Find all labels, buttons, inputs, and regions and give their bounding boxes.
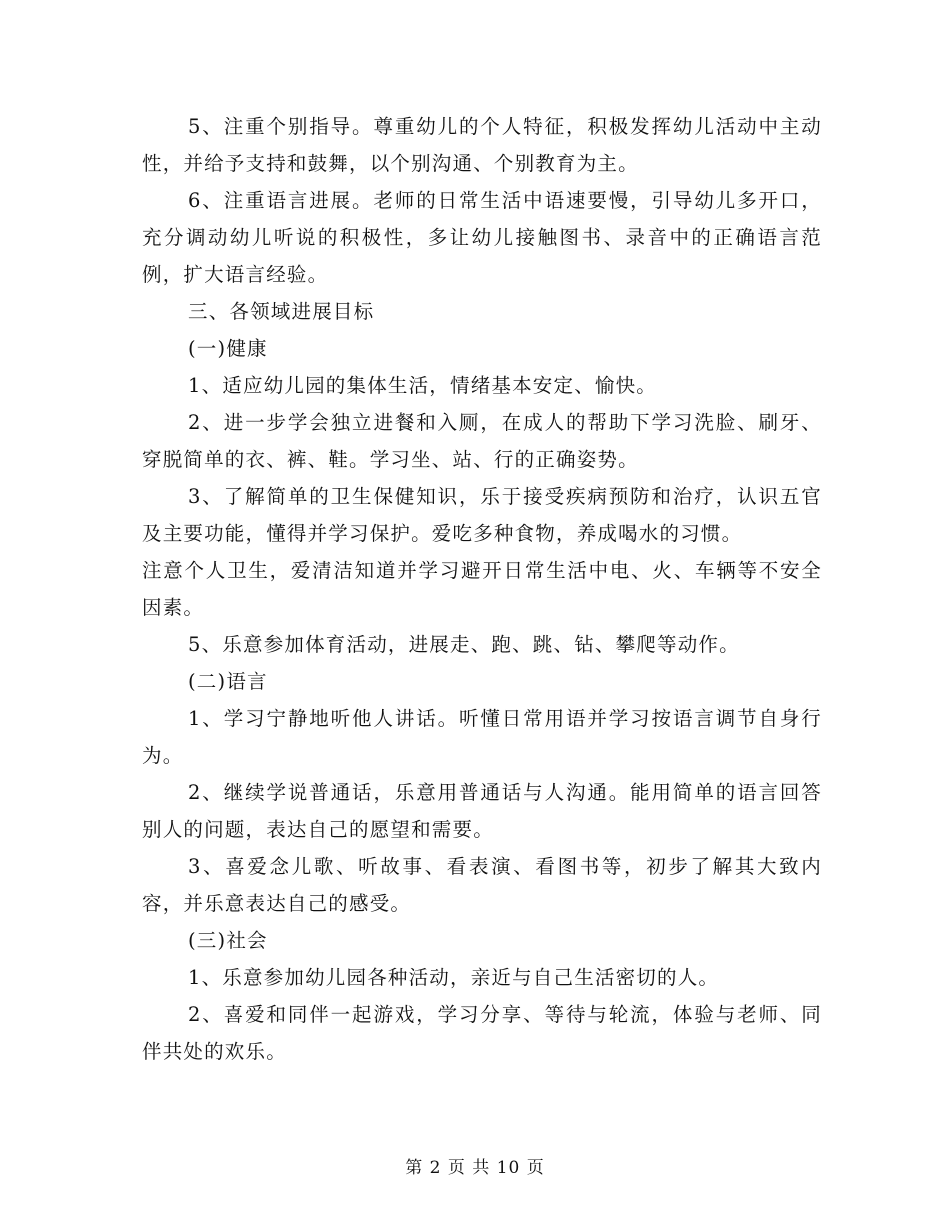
paragraph-society-1: 1、乐意参加幼儿园各种活动，亲近与自己生活密切的人。 — [188, 966, 720, 989]
paragraph-health-1: 1、适应幼儿园的集体生活，情绪基本安定、愉快。 — [188, 374, 658, 397]
paragraph-health-2: 2、进一步学会独立进餐和入厕，在成人的帮助下学习洗脸、刷牙、穿脱简单的衣、裤、鞋。学习坐、站、行的正确姿势。 — [142, 411, 822, 471]
section-heading-3: 三、各领域进展目标 — [188, 300, 375, 323]
paragraph-health-5: 5、乐意参加体育活动，进展走、跑、跳、钻、攀爬等动作。 — [188, 633, 740, 656]
paragraph-language-3: 3、喜爱念儿歌、听故事、看表演、看图书等，初步了解其大致内容，并乐意表达自己的感受。 — [142, 855, 822, 915]
page-number-footer: 第 2 页 共 10 页 — [405, 1158, 545, 1178]
paragraph-1: 5、注重个别指导。尊重幼儿的个人特征，积极发挥幼儿活动中主动性，并给予支持和鼓舞，以个别沟通、个别教育为主。 — [142, 115, 822, 175]
paragraph-language-2: 2、继续学说普通话，乐意用普通话与人沟通。能用简单的语言回答别人的问题，表达自己的愿望和需要。 — [142, 781, 822, 841]
subheading-health: (一)健康 — [188, 337, 268, 360]
paragraph-2: 6、注重语言进展。老师的日常生活中语速要慢，引导幼儿多开口，充分调动幼儿听说的积极性，多让幼儿接触图书、录音中的正确语言范例，扩大语言经验。 — [142, 189, 822, 286]
paragraph-health-3-continued: 注意个人卫生，爱清洁知道并学习避开日常生活中电、火、车辆等不安全因素。 — [142, 559, 822, 619]
paragraph-language-1: 1、学习宁静地听他人讲话。听懂日常用语并学习按语言调节自身行为。 — [142, 707, 822, 767]
paragraph-health-3: 3、了解简单的卫生保健知识，乐于接受疾病预防和治疗，认识五官及主要功能，懂得并学习保护。爱吃多种食物，养成喝水的习惯。 — [142, 485, 822, 545]
paragraph-society-2: 2、喜爱和同伴一起游戏，学习分享、等待与轮流，体验与老师、同伴共处的欢乐。 — [142, 1003, 822, 1063]
subheading-society: (三)社会 — [188, 929, 268, 952]
subheading-language: (二)语言 — [188, 670, 268, 693]
document-body — [142, 108, 822, 1070]
